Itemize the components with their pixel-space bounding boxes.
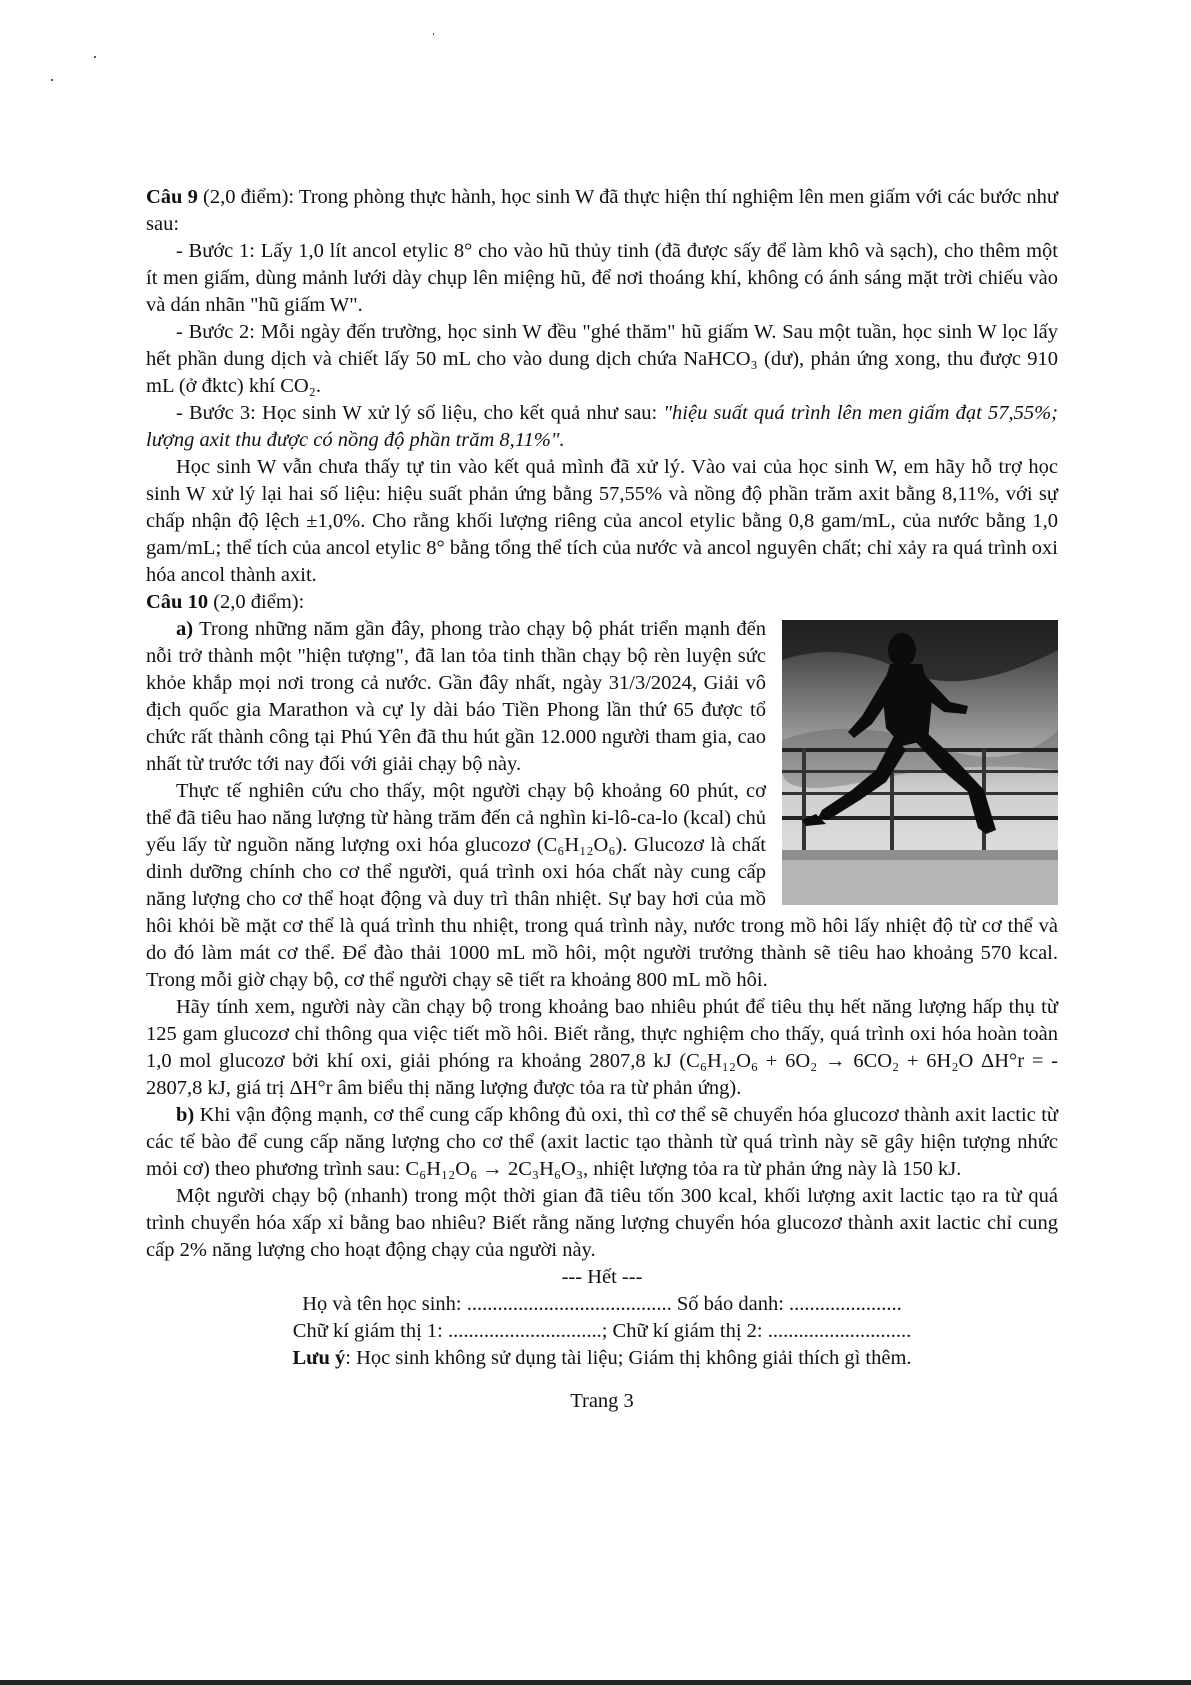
question-10b-paragraph-2: Một người chạy bộ (nhanh) trong một thời gian đã tiêu tốn 300 kcal, khối lượng axit lactic tạo ra từ quá trình chuyển hóa xấp xỉ bằng bao nhiêu? Biết rằng năng lượng chuyển hóa glucozơ thành axit lactic chỉ cung cấp 2% năng lượng cho hoạt động chạy của người này. bbox=[146, 1185, 1058, 1261]
question-10a-text-1: Trong những năm gần đây, phong trào chạy bộ phát triển mạnh đến nỗi trở thành một "hiện tượng", đã lan tỏa tinh thần chạy bộ rèn luyện sức khỏe khắp mọi nơi trong cả nước. Gần đây nhất, ngày 31/3/2024, Giải vô địch quốc gia Marathon và cự ly dài báo Tiền Phong lần thứ 65 được tổ chức rất thành công tại Phú Yên đã thu hút gần 12.000 người tham gia, cao nhất từ trước tới nay đối với giải chạy bộ này. bbox=[146, 618, 766, 775]
question-9-score: (2,0 điểm): bbox=[197, 186, 295, 208]
question-10-title: Câu 10 bbox=[146, 591, 209, 613]
question-9-title: Câu 9 bbox=[146, 186, 198, 208]
question-9-intro bbox=[146, 184, 1058, 238]
question-10b-label: b) bbox=[176, 1104, 195, 1126]
page-number: Trang 3 bbox=[570, 1390, 634, 1412]
question-9-intro-text: Trong phòng thực hành, học sinh W đã thực hiện thí nghiệm lên men giấm với các bước như sau: bbox=[146, 186, 1058, 235]
scan-bottom-edge bbox=[0, 1680, 1191, 1685]
question-10b-text-1: Khi vận động mạnh, cơ thể cung cấp không đủ oxi, thì cơ thể sẽ chuyển hóa glucozơ thành axit lactic từ các tế bào để cung cấp năng lượng cho cơ thể (axit lactic tạo thành từ quá trình này sẽ gây hiện tượng nhức mỏi cơ) theo phương trình sau: C₆H₁₂O₆ → 2C₃H₆O₃, nhiệt lượng tỏa ra từ phản ứng này là 150 kJ. bbox=[146, 1104, 1058, 1180]
scan-speck bbox=[51, 79, 53, 81]
proctor-signature-line: Chữ kí giám thị 1: ..............................; Chữ kí giám thị 2: ............................ bbox=[292, 1320, 912, 1342]
scan-speck bbox=[433, 33, 434, 35]
question-10a-label: a) bbox=[176, 618, 194, 640]
question-10-score: (2,0 điểm): bbox=[208, 591, 305, 613]
student-info-line: Họ và tên học sinh: ........................................ Số báo danh: ...................... bbox=[302, 1293, 902, 1315]
page-content bbox=[146, 184, 1058, 1415]
question-9-task: Học sinh W vẫn chưa thấy tự tin vào kết quả mình đã xử lý. Vào vai của học sinh W, em hãy hỗ trợ học sinh W xử lý lại hai số liệu: hiệu suất phản ứng bằng 57,55% và nồng độ phần trăm axit bằng 8,11%, với sự chấp nhận độ lệch ±1,0%. Cho rằng khối lượng riêng của ancol etylic bằng 0,8 gam/mL, của nước bằng 1,0 gam/mL; thể tích của ancol etylic 8° bằng tổng thể tích của nước và ancol nguyên chất; chỉ xảy ra quá trình oxi hóa ancol thành axit. bbox=[146, 456, 1058, 586]
question-10-heading bbox=[146, 589, 1058, 616]
note-label: Lưu ý bbox=[292, 1347, 346, 1369]
end-marker: --- Hết --- bbox=[561, 1266, 643, 1288]
question-10a-paragraph-2: Thực tế nghiên cứu cho thấy, một người chạy bộ khoảng 60 phút, cơ thể đã tiêu hao năng lượng từ hàng trăm đến cả nghìn ki-lô-ca-lo (kcal) chủ yếu lấy từ nguồn năng lượng oxi hóa glucozơ (C₆H₁₂O₆). Glucozơ là chất dinh dưỡng chính cho cơ thể người, quá trình oxi hóa chất này cung cấp năng lượng cho cơ thể hoạt động và duy trì thân nhiệt. Sự bay hơi của mồ hôi khỏi bề mặt cơ thể là quá trình thu nhiệt, trong quá trình này, nước trong mồ hôi lấy nhiệt độ từ cơ thể và do đó làm mát cơ thể. Để đào thải 1000 mL mồ hôi, một người trưởng thành sẽ tiêu hao khoảng 570 kcal. Trong mỗi giờ chạy bộ, cơ thể người chạy sẽ tiết ra khoảng 800 mL mồ hôi. bbox=[146, 780, 1058, 991]
note-text: : Học sinh không sử dụng tài liệu; Giám thị không giải thích gì thêm. bbox=[345, 1347, 912, 1369]
question-10a-paragraph-3: Hãy tính xem, người này cần chạy bộ trong khoảng bao nhiêu phút để tiêu thụ hết năng lượng hấp thụ từ 125 gam glucozơ chỉ thông qua việc tiết mồ hôi. Biết rằng, thực nghiệm cho thấy, quá trình oxi hóa hoàn toàn 1,0 mol glucozơ bởi khí oxi, giải phóng ra khoảng 2807,8 kJ (C₆H₁₂O₆ + 6O₂ → 6CO₂ + 6H₂O ΔH°r = - 2807,8 kJ, giá trị ΔH°r âm biểu thị năng lượng được tỏa ra từ phản ứng). bbox=[146, 996, 1058, 1099]
note-line bbox=[146, 1345, 1058, 1372]
question-9-step-2: - Bước 2: Mỗi ngày đến trường, học sinh W đều "ghé thăm" hũ giấm W. Sau một tuần, học sinh W lọc lấy hết phần dung dịch và chiết lấy 50 mL cho vào dung dịch chứa NaHCO₃ (dư), phản ứng xong, thu được 910 mL (ở đktc) khí CO₂. bbox=[146, 321, 1058, 397]
question-9-step-1: - Bước 1: Lấy 1,0 lít ancol etylic 8° cho vào hũ thủy tinh (đã được sấy để làm khô và sạch), cho thêm một ít men giấm, dùng mảnh lưới dày chụp lên miệng hũ, để nơi thoáng khí, không có ánh sáng mặt trời chiếu vào và dán nhãn "hũ giấm W". bbox=[146, 240, 1058, 316]
question-9-step-3-quote: "hiệu suất quá trình lên men giấm đạt 57,55%; lượng axit thu được có nồng độ phần trăm 8,11%". bbox=[146, 402, 1058, 451]
question-10b-paragraph-1 bbox=[146, 1102, 1058, 1183]
question-9-step-3-lead: - Bước 3: Học sinh W xử lý số liệu, cho kết quả như sau: bbox=[176, 402, 664, 424]
scan-speck bbox=[94, 56, 96, 58]
runner-photo bbox=[782, 620, 1058, 905]
question-9-step-3 bbox=[146, 400, 1058, 454]
